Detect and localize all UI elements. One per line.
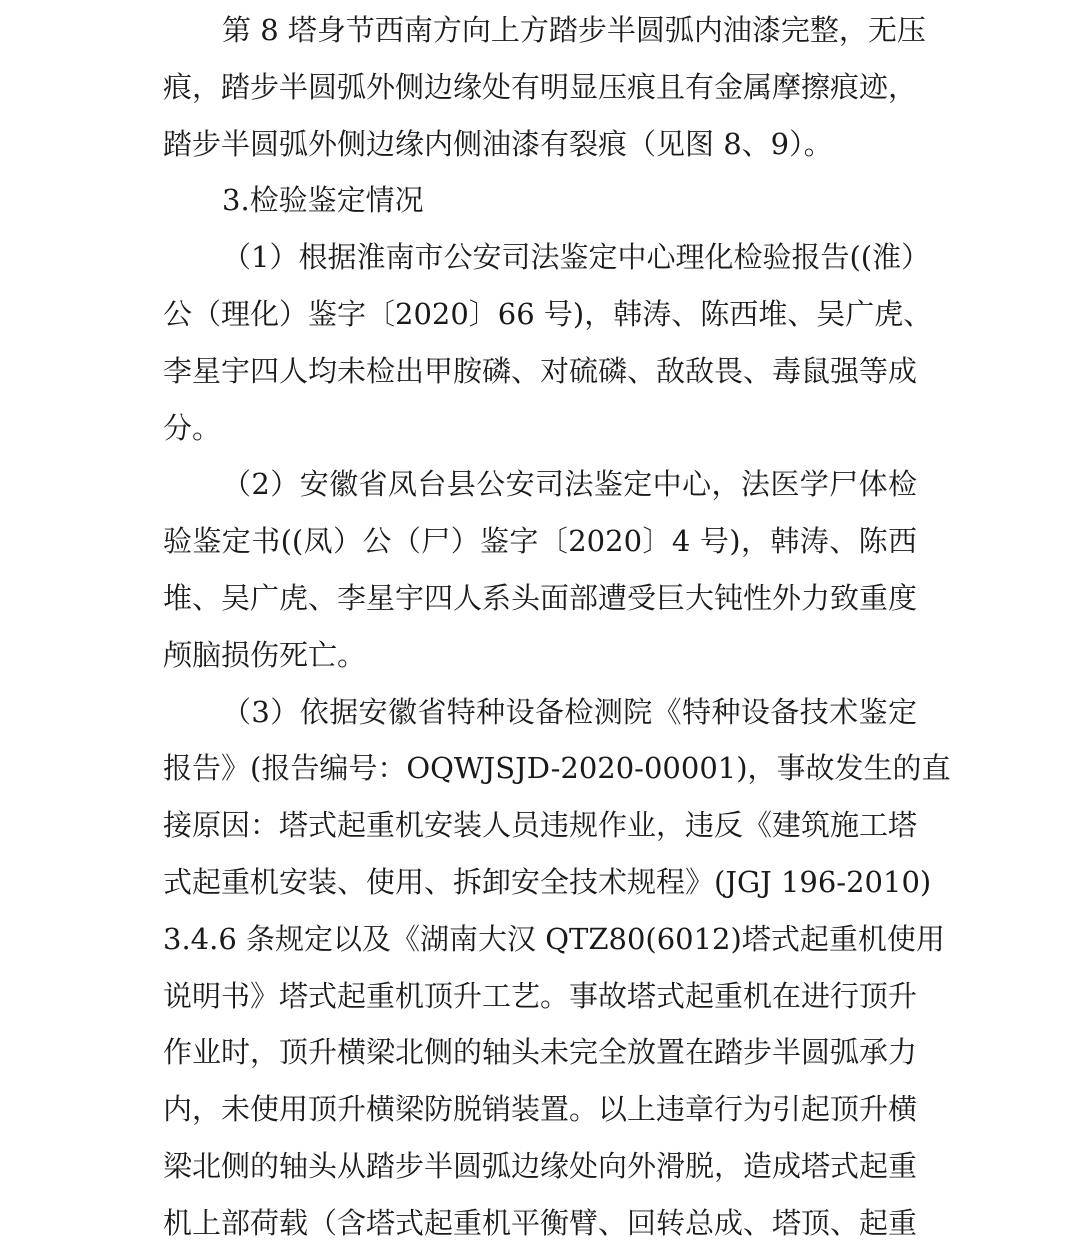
section-heading: 3.检验鉴定情况 — [222, 183, 424, 218]
text-line: 报告》(报告编号：OQWJSJD-2020-00001)，事故发生的直 — [163, 751, 951, 786]
text-line: 内，未使用顶升横梁防脱销装置。以上违章行为引起顶升横 — [163, 1092, 918, 1127]
text-line: 分。 — [163, 410, 222, 445]
text-line: 式起重机安装、使用、拆卸安全技术规程》(JGJ 196-2010) — [163, 865, 932, 899]
text-line: （1）根据淮南市公安司法鉴定中心理化检验报告((淮） — [222, 240, 931, 275]
text-line: 第 8 塔身节西南方向上方踏步半圆弧内油漆完整，无压 — [222, 13, 926, 47]
text-line: 颅脑损伤死亡。 — [163, 637, 367, 672]
text-line: 作业时，顶升横梁北侧的轴头未完全放置在踏步半圆弧承力 — [163, 1035, 918, 1070]
text-line: 踏步半圆弧外侧边缘内侧油漆有裂痕（见图 8、9）。 — [163, 126, 833, 161]
text-line: 机上部荷载（含塔式起重机平衡臂、回转总成、塔顶、起重 — [163, 1205, 918, 1240]
text-line: 痕，踏步半圆弧外侧边缘处有明显压痕且有金属摩擦痕迹， — [163, 69, 918, 104]
text-line: 堆、吴广虎、李星宇四人系头面部遭受巨大钝性外力致重度 — [163, 581, 918, 615]
text-line: 说明书》塔式起重机顶升工艺。事故塔式起重机在进行顶升 — [163, 978, 918, 1013]
text-line: 梁北侧的轴头从踏步半圆弧边缘处向外滑脱，造成塔式起重 — [163, 1149, 918, 1183]
text-line: 李星宇四人均未检出甲胺磷、对硫磷、敌敌畏、毒鼠强等成 — [163, 353, 918, 388]
text-line: 验鉴定书((凤）公（尸）鉴字〔2020〕4 号)，韩涛、陈西 — [163, 524, 917, 559]
text-line: 公（理化）鉴字〔2020〕66 号)，韩涛、陈西堆、吴广虎、 — [163, 297, 933, 331]
text-line: （2）安徽省凤台县公安司法鉴定中心，法医学尸体检 — [222, 467, 917, 502]
text-line: （3）依据安徽省特种设备检测院《特种设备技术鉴定 — [222, 694, 917, 729]
text-line: 接原因：塔式起重机安装人员违规作业，违反《建筑施工塔 — [163, 808, 918, 843]
text-line: 3.4.6 条规定以及《湖南大汉 QTZ80(6012)塔式起重机使用 — [163, 921, 945, 956]
